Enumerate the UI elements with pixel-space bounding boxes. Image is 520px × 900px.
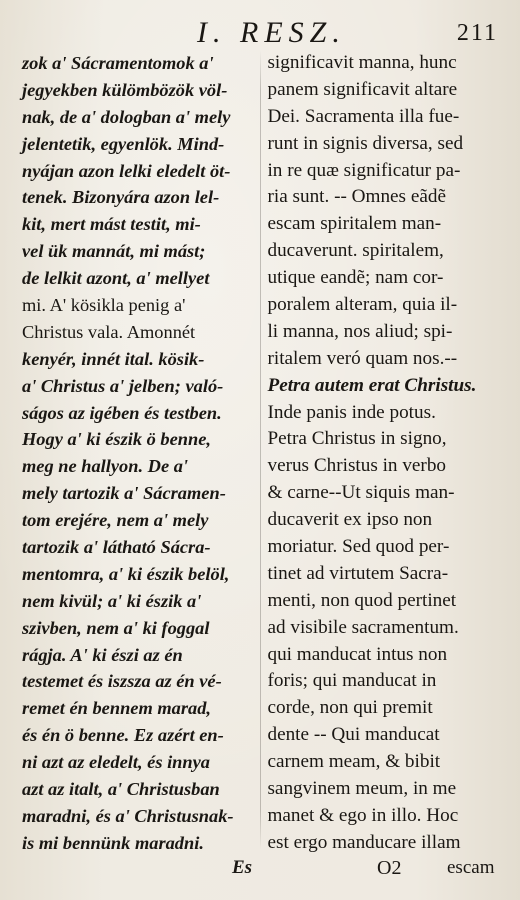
text-line: szivben, nem a' ki foggal [22,617,210,638]
text-line: est ergo manducare illam [267,831,461,853]
text-line: ducaverunt. spiritalem, [267,240,444,262]
text-line: qui manducat intus non [267,643,448,665]
text-line: utique eandẽ; nam cor- [267,267,444,289]
text-line: significavit manna, hunc [267,52,457,73]
page-header [22,14,498,50]
text-line: is mi bennünk maradni. [22,832,204,853]
running-head: I. RESZ. [197,16,346,49]
text-line: a' Christus a' jelben; való- [22,375,224,396]
text-line: carnem meam, & bibit [267,751,441,773]
text-line: nak, de a' dologban a' mely [22,106,231,127]
text-line: maradni, és a' Christusnak- [22,805,234,826]
text-line: ducaverit ex ipso non [267,509,433,531]
text-line: poralem alteram, quia il- [267,294,458,316]
text-line: testemet és iszsza az én vé- [22,671,222,692]
text-line: mi. A' kösikla penig a' [22,295,186,316]
text-line: dente -- Qui manducat [267,724,440,746]
signature-mark: O2 [377,856,402,879]
text-line: Hogy a' ki észik ö benne, [22,429,212,450]
text-line: panem significavit altare [267,78,458,100]
text-line: & carne--Ut siquis man- [267,482,455,504]
text-line: verus Christus in verbo [267,455,447,477]
text-line: escam spiritalem man- [267,213,442,235]
text-line: tartozik a' látható Sácra- [22,537,211,558]
text-line: ritalem veró quam nos.-- [267,347,458,369]
text-line: runt in signis diversa, sed [267,132,464,154]
text-line: vel ük mannát, mi mást; [22,241,206,262]
page-footer [22,857,498,887]
text-line: moriatur. Sed quod per- [267,536,450,558]
text-line: menti, non quod pertinet [267,589,457,611]
text-line: Dei. Sacramenta illa fue- [267,105,460,127]
text-line: kit, mert mást testit, mi- [22,214,201,235]
text-line: tom erejére, nem a' mely [22,510,209,531]
text-line: li manna, nos aliud; spi- [267,320,453,342]
text-line: Inde panis inde potus. [267,401,436,423]
text-line: corde, non qui premit [267,697,433,719]
text-line: de lelkit azont, a' mellyet [22,268,210,289]
text-line: mely tartozik a' Sácramen- [22,483,226,504]
text-line: sangvinem meum, in me [267,778,457,800]
text-line: rágja. A' ki észi az én [22,644,183,665]
text-line: jegyekben külömbözök völ- [22,79,228,100]
text-line: azt az italt, a' Christusban [22,779,220,800]
latin-column [267,50,498,857]
text-line: meg ne hallyon. De a' [22,456,189,477]
text-line: Christus vala. Amonnét [22,321,196,342]
text-columns [22,50,498,857]
text-line: tinet ad virtutem Sacra- [267,562,449,584]
catchword-left: Es [232,856,253,878]
text-line: Petra Christus in signo, [267,428,447,450]
text-line: ria sunt. -- Omnes eãdẽ [267,186,446,208]
text-line: zok a' Sácramentomok a' [22,53,214,73]
text-line: Petra autem erat Christus. [267,374,477,396]
text-line: kenyér, innét ital. kösik- [22,348,205,369]
text-line: remet én bennem marad, [22,698,212,719]
text-line: ságos az igében és testben. [22,402,222,423]
catchword-right: escam [447,856,495,878]
text-line: nyájan azon lelki eledelt öt- [22,160,231,181]
text-line: és én ö benne. Ez azért en- [22,725,224,746]
hungarian-column [22,50,254,857]
page-number: 211 [456,20,498,46]
text-line: in re quæ significatur pa- [267,159,461,181]
column-divider [260,50,261,850]
text-line: tenek. Bizonyára azon lel- [22,187,220,208]
text-line: jelentetik, egyenlök. Mind- [22,133,225,154]
text-line: manet & ego in illo. Hoc [267,804,459,826]
text-line: ad visibile sacramentum. [267,616,459,638]
text-line: foris; qui manducat in [267,670,437,692]
text-line: ni azt az eledelt, és innya [22,752,210,773]
text-line: mentomra, a' ki észik belöl, [22,563,230,584]
text-line: nem kivül; a' ki észik a' [22,590,202,611]
